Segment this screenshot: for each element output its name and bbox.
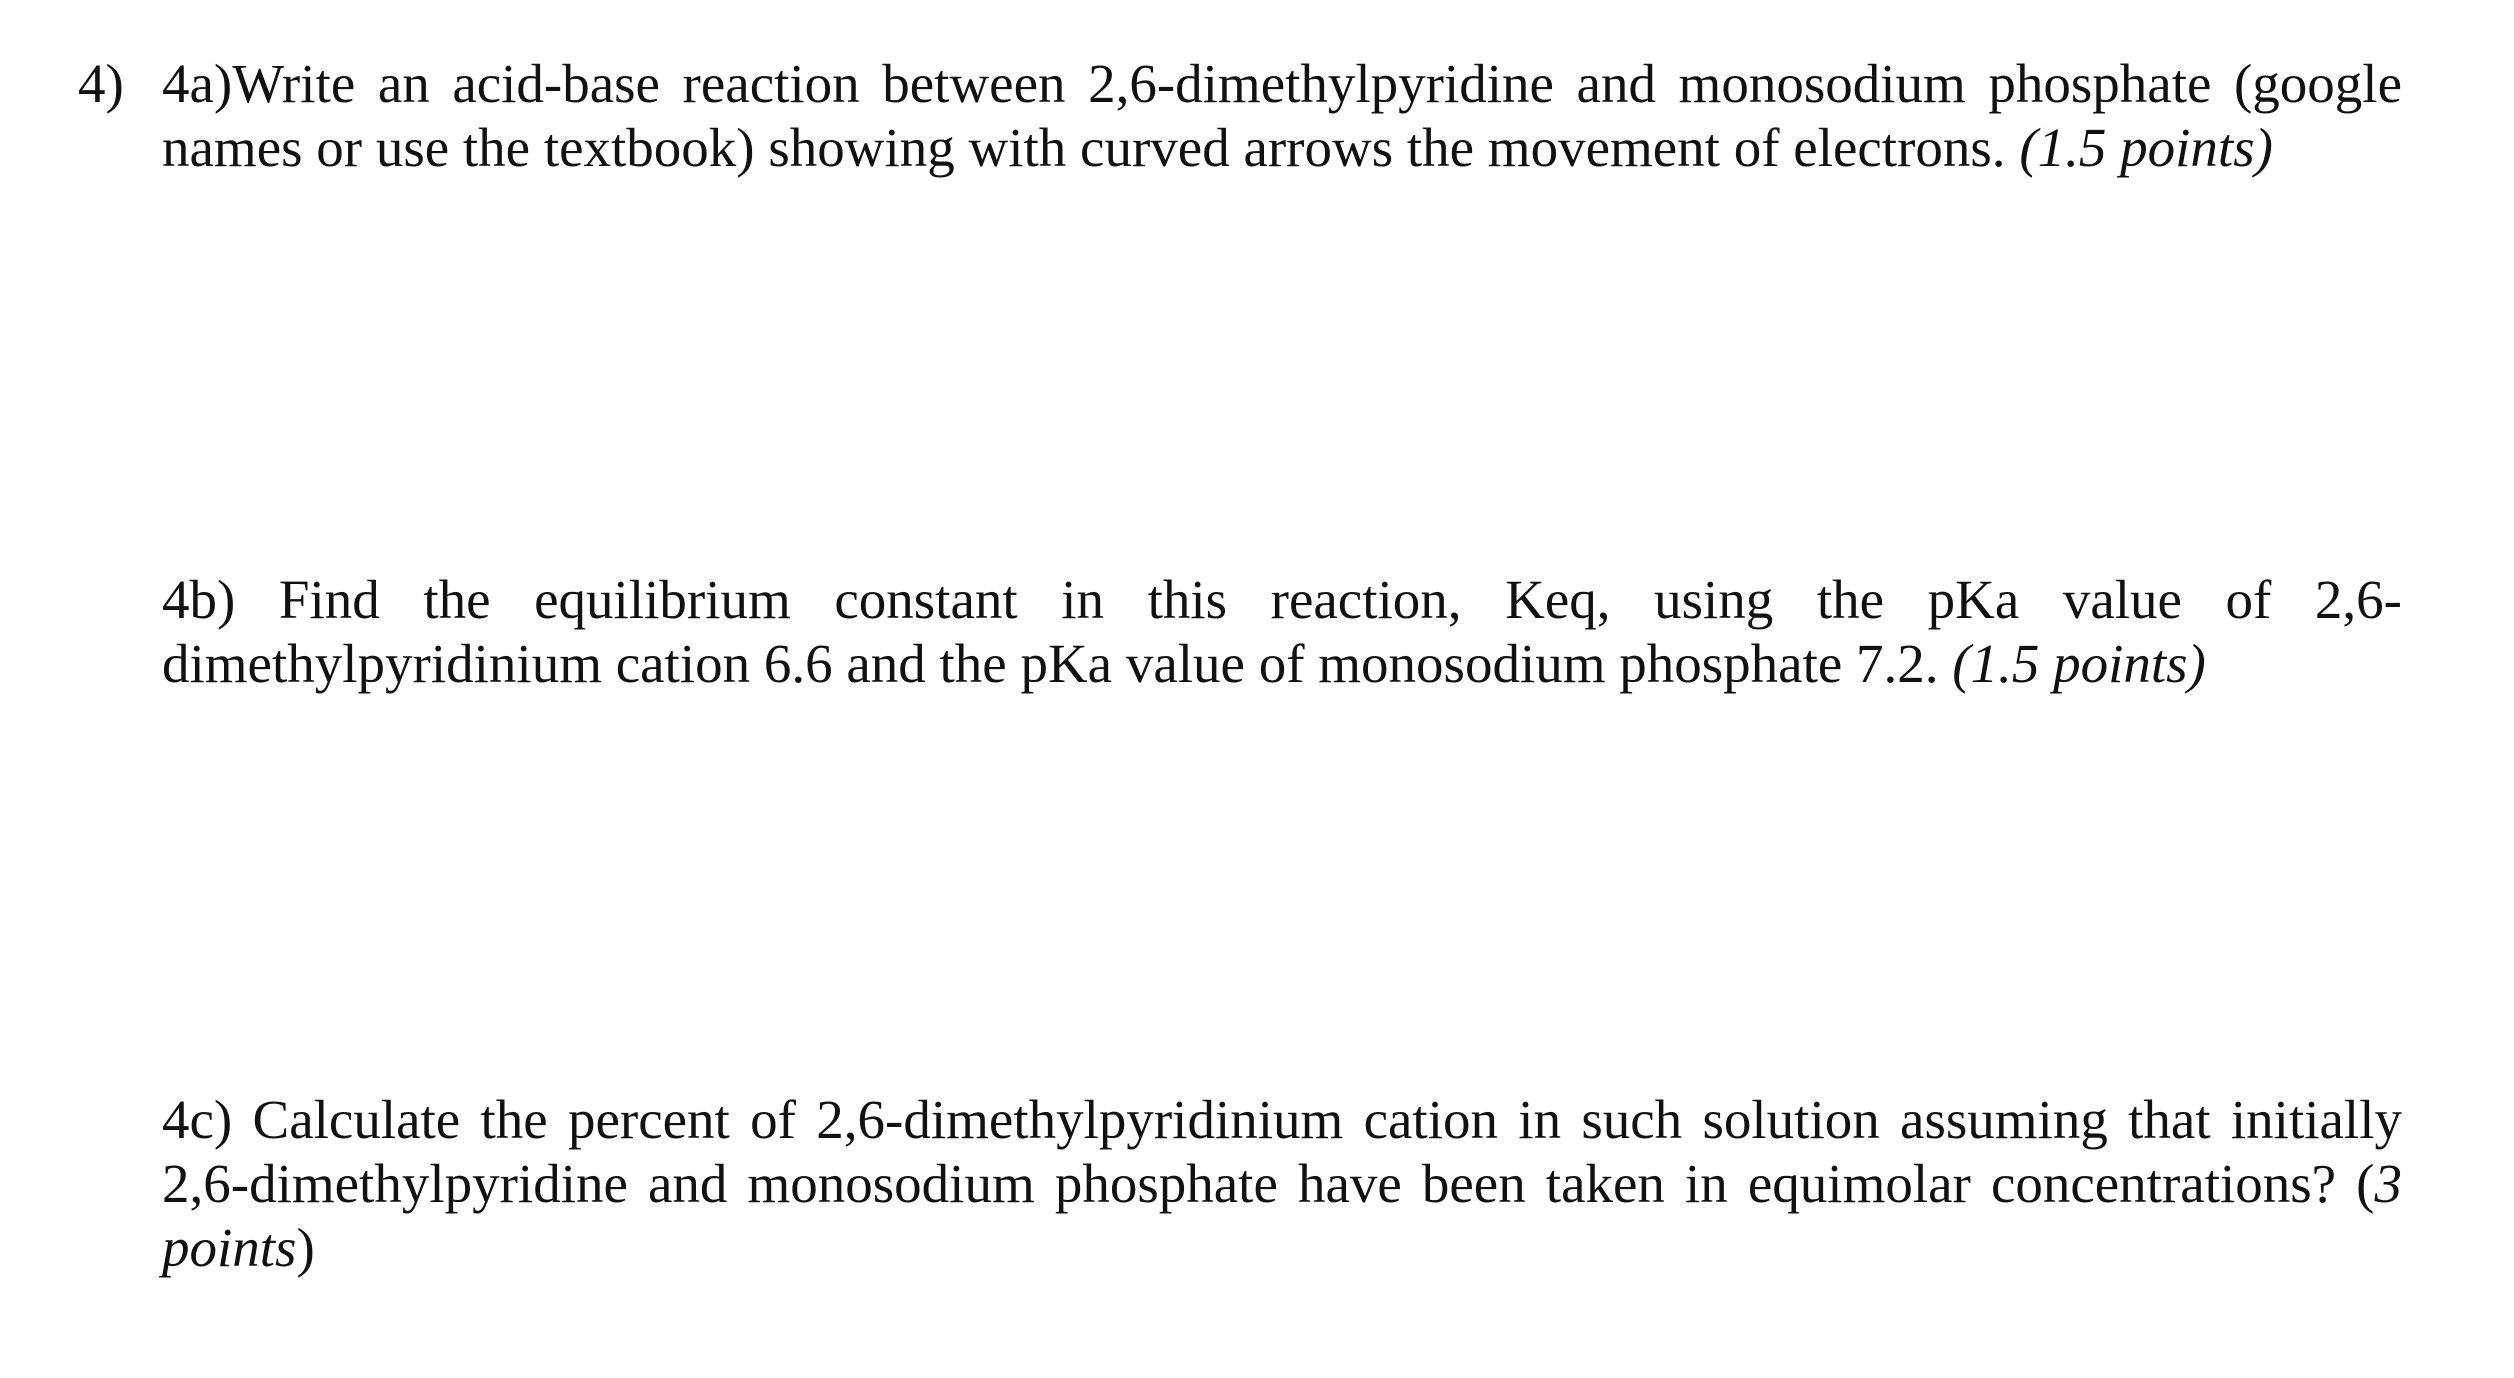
question-4b-line-1: 4b) Find the equilibrium constant in this reaction, Keq, using the pKa value of 2,6- (162, 569, 2402, 630)
question-4c-line-3 (162, 1216, 2402, 1280)
question-4c-text: 2,6-dimethylpyridine and monosodium phosphate have been taken in equimolar concentrations? ( (162, 1153, 2375, 1214)
question-4a-line-1: 4a)Write an acid-base reaction between 2,6-dimethylpyridine and monosodium phosphate (google (162, 53, 2402, 114)
question-4a-text: names or use the textbook) showing with curved arrows the movement of electrons. (162, 117, 2020, 178)
question-4a-line-2 (162, 116, 2402, 180)
question-4c-points-word: points (162, 1217, 297, 1278)
question-4b-text: dimethylpyridinium cation 6.6 and the pKa value of monosodium phosphate 7.2. (162, 633, 1953, 694)
question-4a-points: (1.5 points) (2019, 117, 2273, 178)
question-number: 4) (78, 53, 124, 114)
question-4c-points-close: ) (296, 1217, 315, 1278)
question-4b (162, 568, 2402, 696)
question-4c-line-2 (162, 1152, 2402, 1216)
question-4b-points: (1.5 points) (1952, 633, 2206, 694)
question-4c (162, 1088, 2402, 1280)
question-4c-points-number: 3 (2374, 1153, 2402, 1214)
question-4c-line-1: 4c) Calculate the percent of 2,6-dimethylpyridinium cation in such solution assuming that initially (162, 1089, 2402, 1150)
question-4b-line-2 (162, 632, 2402, 696)
question-4a (162, 52, 2402, 180)
